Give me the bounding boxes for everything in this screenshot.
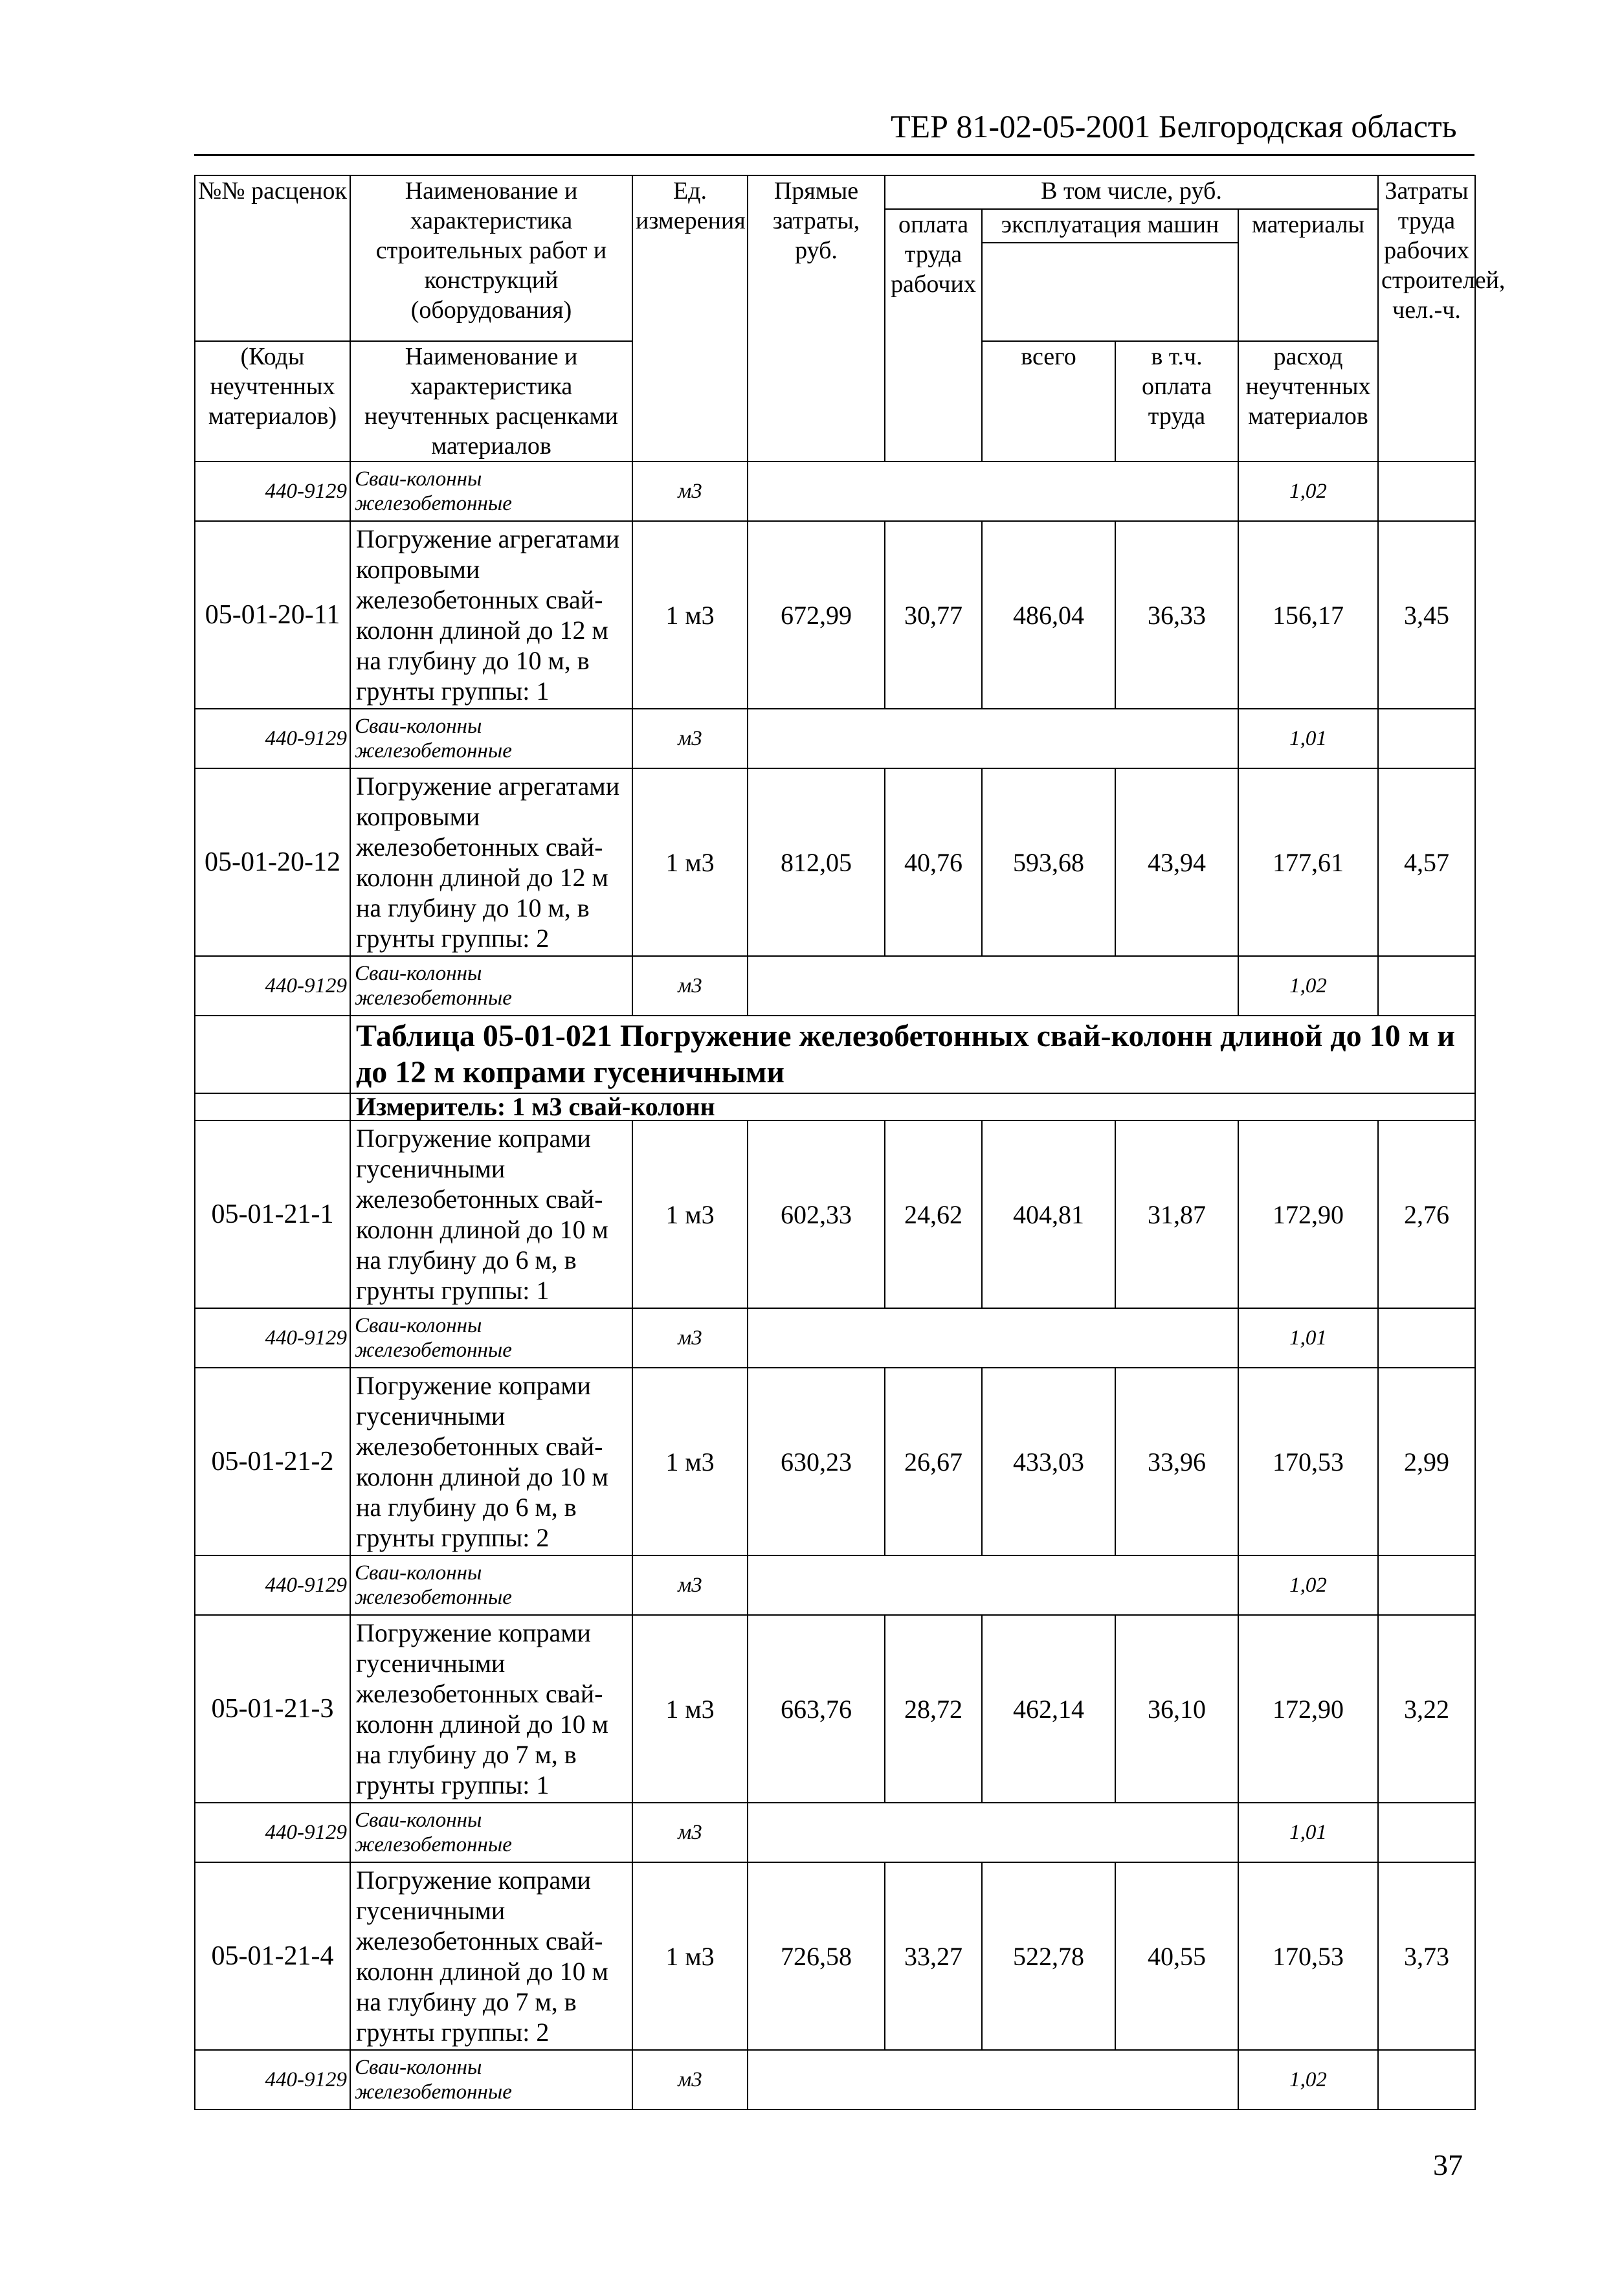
rate-labor-hours: 2,99 (1378, 1368, 1475, 1555)
rate-machines-total: 462,14 (982, 1615, 1115, 1803)
rate-machines-wage: 33,96 (1115, 1368, 1238, 1555)
rate-machines-wage: 36,33 (1115, 521, 1238, 709)
col-header-labor-cost: оплата труда рабочих (885, 209, 982, 462)
material-code: 440-9129 (195, 2050, 350, 2110)
rate-row (195, 1120, 1475, 1308)
material-empty-span (748, 1555, 1238, 1615)
rate-machines-total: 522,78 (982, 1862, 1115, 2050)
material-row (195, 1308, 1475, 1368)
measure-row (195, 1093, 1475, 1120)
rate-machines-wage: 31,87 (1115, 1120, 1238, 1308)
rate-machines-total: 486,04 (982, 521, 1115, 709)
material-unit: м3 (632, 956, 748, 1016)
material-empty-cell (1378, 1803, 1475, 1862)
material-name: Сваи-колонны железобетонные (350, 1803, 632, 1862)
rate-unit: 1 м3 (632, 1368, 748, 1555)
rate-code: 05-01-21-4 (195, 1862, 350, 2050)
rate-materials: 172,90 (1238, 1120, 1378, 1308)
rate-labor-cost: 24,62 (885, 1120, 982, 1308)
rate-labor-cost: 33,27 (885, 1862, 982, 2050)
rate-code: 05-01-20-12 (195, 768, 350, 956)
rate-row (195, 768, 1475, 956)
rate-materials: 177,61 (1238, 768, 1378, 956)
rate-unit: 1 м3 (632, 521, 748, 709)
material-code: 440-9129 (195, 462, 350, 521)
material-code: 440-9129 (195, 709, 350, 768)
material-unit: м3 (632, 462, 748, 521)
rate-direct-costs: 726,58 (748, 1862, 885, 2050)
material-name: Сваи-колонны железобетонные (350, 956, 632, 1016)
material-amount: 1,02 (1238, 1555, 1378, 1615)
col-header-mat-consumption: расход неучтенных материалов (1238, 341, 1378, 462)
rate-direct-costs: 663,76 (748, 1615, 885, 1803)
measure-empty-cell (195, 1093, 350, 1120)
material-empty-cell (1378, 1555, 1475, 1615)
col-header-direct-costs: Прямые затраты, руб. (748, 175, 885, 462)
material-name: Сваи-колонны железобетонные (350, 709, 632, 768)
material-empty-span (748, 462, 1238, 521)
rate-materials: 172,90 (1238, 1615, 1378, 1803)
rate-machines-wage: 40,55 (1115, 1862, 1238, 2050)
rate-unit: 1 м3 (632, 1120, 748, 1308)
rate-labor-hours: 3,22 (1378, 1615, 1475, 1803)
col-header-machines-spacer (982, 243, 1238, 341)
col-header-labor-hours: Затраты труда рабочих строителей, чел.-ч. (1378, 175, 1475, 462)
measure-text: Измеритель: 1 м3 свай-колонн (350, 1093, 1475, 1120)
rate-direct-costs: 630,23 (748, 1368, 885, 1555)
rate-name: Погружение копрами гусеничными железобетонных свай-колонн длиной до 10 м на глубину до 7 м, в грунты группы: 2 (350, 1862, 632, 2050)
rate-code: 05-01-21-2 (195, 1368, 350, 1555)
page-header: ТЕР 81-02-05-2001 Белгородская область (891, 108, 1457, 144)
material-unit: м3 (632, 1803, 748, 1862)
material-name: Сваи-колонны железобетонные (350, 462, 632, 521)
section-title: Таблица 05-01-021 Погружение железобетонных свай-колонн длиной до 10 м и до 12 м копрами гусеничными (350, 1016, 1475, 1093)
material-empty-span (748, 1803, 1238, 1862)
rate-machines-wage: 36,10 (1115, 1615, 1238, 1803)
rate-labor-hours: 3,73 (1378, 1862, 1475, 2050)
rate-row (195, 521, 1475, 709)
rate-machines-total: 433,03 (982, 1368, 1115, 1555)
rate-machines-total: 593,68 (982, 768, 1115, 956)
rate-code: 05-01-21-1 (195, 1120, 350, 1308)
rate-labor-cost: 28,72 (885, 1615, 982, 1803)
rate-labor-hours: 2,76 (1378, 1120, 1475, 1308)
page-number: 37 (1433, 2148, 1463, 2181)
header-rule (194, 154, 1474, 156)
material-code: 440-9129 (195, 1803, 350, 1862)
material-empty-cell (1378, 1308, 1475, 1368)
material-empty-cell (1378, 462, 1475, 521)
rate-direct-costs: 672,99 (748, 521, 885, 709)
material-empty-span (748, 1308, 1238, 1368)
col-header-machines: эксплуатация машин (982, 209, 1238, 243)
col-header-machines-total: всего (982, 341, 1115, 462)
rate-name: Погружение агрегатами копровыми железобетонных свай-колонн длиной до 12 м на глубину до 10 м, в грунты группы: 2 (350, 768, 632, 956)
material-code: 440-9129 (195, 1308, 350, 1368)
material-empty-span (748, 709, 1238, 768)
rate-labor-cost: 40,76 (885, 768, 982, 956)
rate-labor-cost: 26,67 (885, 1368, 982, 1555)
col-header-unit: Ед. измерения (632, 175, 748, 462)
col-header-name: Наименование и характеристика строительных работ и конструкций (оборудования) (350, 175, 632, 341)
material-empty-span (748, 2050, 1238, 2110)
rate-unit: 1 м3 (632, 1615, 748, 1803)
material-row (195, 956, 1475, 1016)
material-name: Сваи-колонны железобетонные (350, 1308, 632, 1368)
rate-materials: 156,17 (1238, 521, 1378, 709)
rate-labor-cost: 30,77 (885, 521, 982, 709)
col-header-mat-name: Наименование и характеристика неучтенных расценками материалов (350, 341, 632, 462)
material-amount: 1,01 (1238, 1803, 1378, 1862)
material-amount: 1,02 (1238, 956, 1378, 1016)
material-code: 440-9129 (195, 1555, 350, 1615)
material-amount: 1,01 (1238, 1308, 1378, 1368)
material-unit: м3 (632, 709, 748, 768)
material-unit: м3 (632, 1555, 748, 1615)
rate-machines-total: 404,81 (982, 1120, 1115, 1308)
section-row (195, 1016, 1475, 1093)
rate-name: Погружение копрами гусеничными железобетонных свай-колонн длиной до 10 м на глубину до 6 м, в грунты группы: 1 (350, 1120, 632, 1308)
rate-materials: 170,53 (1238, 1862, 1378, 2050)
rate-name: Погружение копрами гусеничными железобетонных свай-колонн длиной до 10 м на глубину до 7 м, в грунты группы: 1 (350, 1615, 632, 1803)
material-empty-cell (1378, 2050, 1475, 2110)
rates-table (194, 175, 1506, 2110)
rate-direct-costs: 602,33 (748, 1120, 885, 1308)
rate-row (195, 1615, 1475, 1803)
rate-machines-wage: 43,94 (1115, 768, 1238, 956)
rate-code: 05-01-21-3 (195, 1615, 350, 1803)
material-name: Сваи-колонны железобетонные (350, 2050, 632, 2110)
material-amount: 1,02 (1238, 462, 1378, 521)
col-header-code: №№ расценок (195, 175, 350, 341)
material-row (195, 1555, 1475, 1615)
rate-unit: 1 м3 (632, 1862, 748, 2050)
material-empty-span (748, 956, 1238, 1016)
rate-unit: 1 м3 (632, 768, 748, 956)
col-header-mat-code: (Коды неучтенных материалов) (195, 341, 350, 462)
material-row (195, 709, 1475, 768)
rate-row (195, 1862, 1475, 2050)
section-empty-cell (195, 1016, 350, 1093)
col-header-including: В том числе, руб. (885, 175, 1378, 209)
material-amount: 1,02 (1238, 2050, 1378, 2110)
material-empty-cell (1378, 956, 1475, 1016)
material-row (195, 1803, 1475, 1862)
rate-materials: 170,53 (1238, 1368, 1378, 1555)
material-row (195, 2050, 1475, 2110)
rate-row (195, 1368, 1475, 1555)
rate-code: 05-01-20-11 (195, 521, 350, 709)
rate-direct-costs: 812,05 (748, 768, 885, 956)
material-unit: м3 (632, 1308, 748, 1368)
material-amount: 1,01 (1238, 709, 1378, 768)
material-code: 440-9129 (195, 956, 350, 1016)
material-empty-cell (1378, 709, 1475, 768)
material-row (195, 462, 1475, 521)
rate-labor-hours: 4,57 (1378, 768, 1475, 956)
rate-name: Погружение агрегатами копровыми железобетонных свай-колонн длиной до 12 м на глубину до 10 м, в грунты группы: 1 (350, 521, 632, 709)
material-unit: м3 (632, 2050, 748, 2110)
rate-name: Погружение копрами гусеничными железобетонных свай-колонн длиной до 10 м на глубину до 6 м, в грунты группы: 2 (350, 1368, 632, 1555)
material-name: Сваи-колонны железобетонные (350, 1555, 632, 1615)
rate-labor-hours: 3,45 (1378, 521, 1475, 709)
col-header-materials: материалы (1238, 209, 1378, 341)
col-header-machines-wage: в т.ч. оплата труда (1115, 341, 1238, 462)
